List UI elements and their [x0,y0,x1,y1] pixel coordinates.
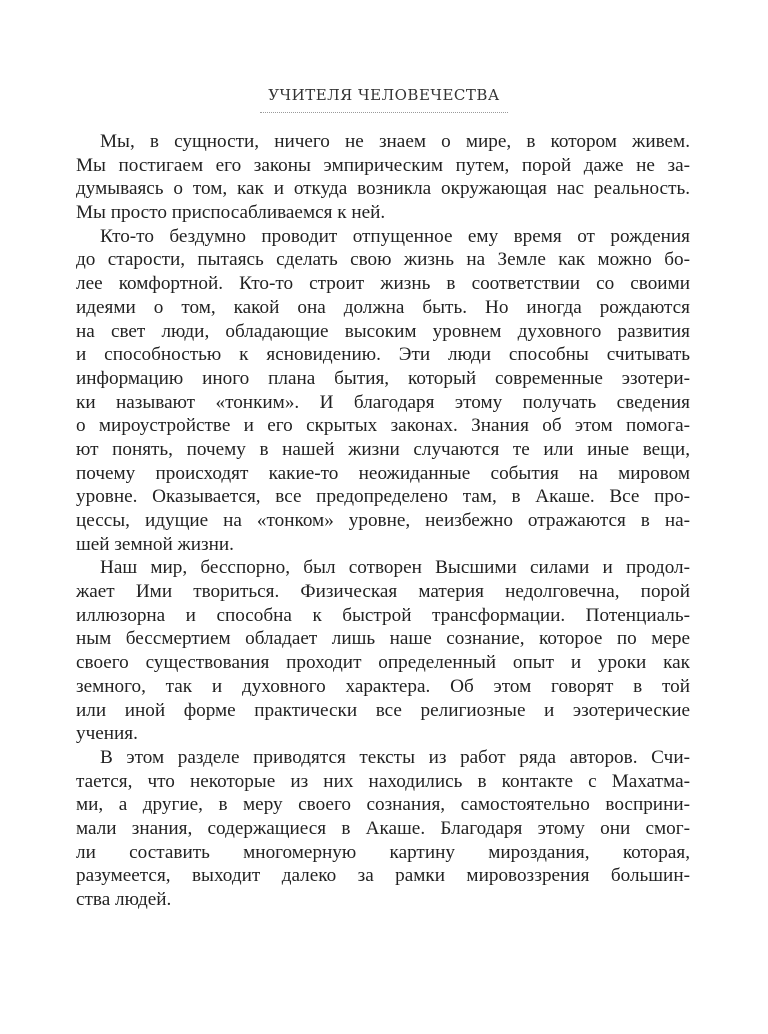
text-line: почему происходят какие-то неожиданные события на мировом [76,462,690,484]
paragraph-1 [76,130,690,225]
text-line: Мы постигаем его законы эмпирическим путем, порой даже не за- [76,154,690,176]
text-line: ным бессмертием обладает лишь наше сознание, которое по мере [76,628,690,650]
text-line: жает Ими твориться. Физическая материя недолговечна, порой [76,581,690,603]
text-line: цессы, идущие на «тонком» уровне, неизбежно отражаются в на- [76,510,690,531]
text-line: разумеется, выходит далеко за рамки мировоззрения большин- [76,865,690,887]
text-line: земного, так и духовного характера. Об этом говорят в той [76,675,690,697]
text-line: Кто-то бездумно проводит отпущенное ему время от рождения [100,225,690,247]
text-line: ства людей. [76,889,172,910]
paragraph-2 [76,225,690,557]
text-line: мали знания, содержащиеся в Акаше. Благодаря этому они смог- [76,817,690,839]
text-line: иллюзорна и способна к быстрой трансформации. Потенциаль- [76,604,690,626]
text-line: шей земной жизни. [76,533,234,555]
text-line: думываясь о том, как и откуда возникла окружающая нас реальность. [76,178,690,200]
text-line: Мы, в сущности, ничего не знаем о мире, в котором живем. [100,131,690,152]
text-line: информацию иного плана бытия, который современные эзотери- [76,367,690,389]
text-line: до старости, пытаясь сделать свою жизнь на Земле как можно бо- [76,249,690,271]
header-divider [260,112,508,113]
text-line: на свет люди, обладающие высоким уровнем духовного развития [76,320,690,342]
text-line: ли составить многомерную картину мироздания, которая, [76,841,690,863]
paragraph-3 [76,556,690,746]
paragraph-4 [76,746,690,912]
running-header-title: УЧИТЕЛЯ ЧЕЛОВЕЧЕСТВА [268,86,500,104]
text-line: или иной форме практически все религиозные и эзотерические [76,699,690,721]
text-line: Мы просто приспосабливаемся к ней. [76,202,386,224]
text-line: лее комфортной. Кто-то строит жизнь в соответствии со своими [76,273,690,295]
text-line: ют понять, почему в нашей жизни случаются те или иные вещи, [76,438,690,460]
text-line: В этом разделе приводятся тексты из работ ряда авторов. Счи- [100,746,690,768]
text-line: учения. [76,723,138,745]
body-text [76,130,690,912]
text-line: тается, что некоторые из них находились в контакте с Махатма- [76,770,690,792]
text-line: ки называют «тонким». И благодаря этому получать сведения [76,391,690,413]
text-line: своего существования проходит определенный опыт и уроки как [76,652,690,674]
text-line: идеями о том, какой она должна быть. Но иногда рождаются [76,296,690,318]
text-line: о мироустройстве и его скрытых законах. Знания об этом помога- [76,415,690,437]
text-line: ми, а другие, в меру своего сознания, самостоятельно восприни- [76,794,690,816]
text-line: и способностью к ясновидению. Эти люди способны считывать [76,344,690,366]
text-line: Наш мир, бесспорно, был сотворен Высшими силами и продол- [100,557,690,579]
text-line: уровне. Оказывается, все предопределено там, в Акаше. Все про- [76,486,690,508]
